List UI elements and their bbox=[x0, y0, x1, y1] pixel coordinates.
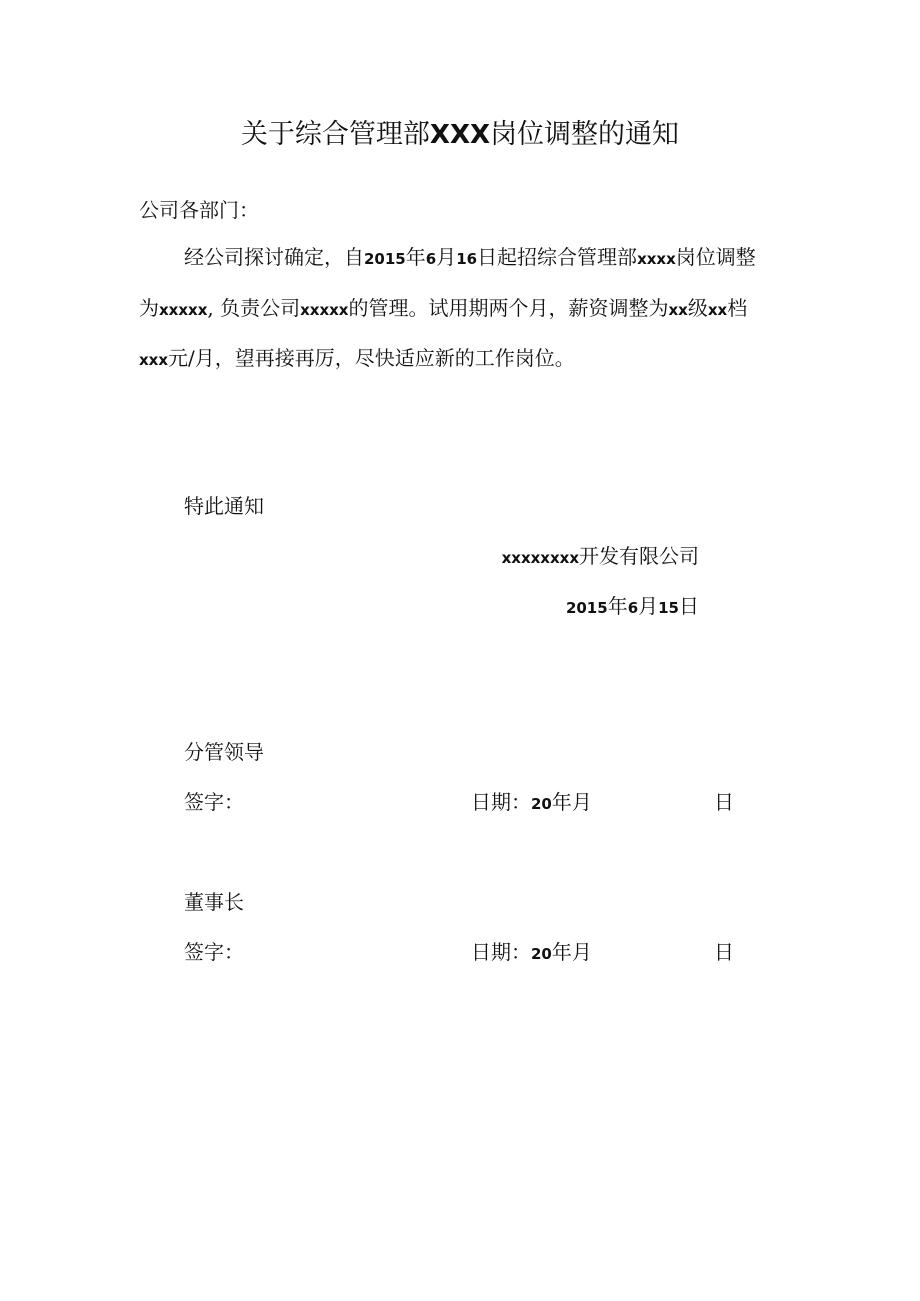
original-position: xxxx bbox=[637, 250, 676, 268]
managed-area: xxxxx bbox=[300, 301, 349, 319]
salary-grade: xx bbox=[668, 301, 688, 319]
issue-month-label: 月 bbox=[638, 594, 659, 618]
effective-month: 6 bbox=[425, 250, 437, 268]
issue-day-label: 日 bbox=[679, 594, 699, 618]
signature-label: 签字： bbox=[184, 940, 244, 964]
effective-day: 16 bbox=[456, 250, 478, 268]
approver-role-supervisor: 分管领导 bbox=[184, 740, 264, 764]
title-prefix: 关于综合管理部 bbox=[240, 119, 430, 150]
day-label: 日 bbox=[714, 940, 734, 964]
issuer-company bbox=[502, 542, 699, 572]
signature-label: 签字： bbox=[184, 790, 244, 814]
document-title bbox=[0, 117, 920, 153]
body-line-1 bbox=[184, 243, 756, 273]
body-line-3 bbox=[139, 344, 575, 374]
effective-year: 2015 bbox=[364, 250, 406, 268]
issue-day: 15 bbox=[658, 599, 679, 617]
salary-amount: xxx bbox=[139, 351, 169, 369]
salary-level: xx bbox=[707, 301, 728, 319]
issue-year: 2015 bbox=[565, 599, 608, 617]
year-month-label: 年月 bbox=[551, 790, 592, 814]
closing-text: 特此通知 bbox=[184, 494, 264, 518]
day-label: 日 bbox=[714, 790, 734, 814]
year-prefix: 20 bbox=[531, 945, 552, 963]
body-text: 档 bbox=[727, 296, 748, 320]
issue-date bbox=[566, 592, 699, 622]
body-text: 的管理。试用期两个月，薪资调整为 bbox=[348, 296, 669, 320]
body-text: 日起招综合管理部 bbox=[477, 245, 638, 269]
approval-date-field bbox=[471, 938, 592, 968]
title-suffix: 岗位调整的通知 bbox=[490, 119, 680, 150]
approver-role-chairman: 董事长 bbox=[184, 890, 244, 914]
date-label: 日期： bbox=[471, 940, 531, 964]
title-position-code: XXX bbox=[429, 120, 491, 150]
date-label: 日期： bbox=[471, 790, 531, 814]
issue-year-label: 年 bbox=[607, 594, 628, 618]
year-prefix: 20 bbox=[531, 795, 552, 813]
body-text: 经公司探讨确定，自 bbox=[184, 245, 364, 269]
body-text: 元/月，望再接再厉，尽快适应新的工作岗位。 bbox=[168, 346, 575, 370]
company-name-code: xxxxxxxx bbox=[501, 549, 579, 567]
company-name-suffix: 开发有限公司 bbox=[579, 544, 699, 568]
salutation: 公司各部门： bbox=[139, 198, 259, 222]
body-text: 年 bbox=[405, 245, 426, 269]
body-text: , 负责公司 bbox=[207, 296, 301, 320]
body-line-2 bbox=[139, 294, 747, 324]
body-text: 月 bbox=[436, 245, 457, 269]
body-text: 岗位调整 bbox=[675, 245, 756, 269]
year-month-label: 年月 bbox=[551, 940, 592, 964]
approval-date-field bbox=[471, 788, 592, 818]
issue-month: 6 bbox=[627, 599, 639, 617]
body-text: 为 bbox=[139, 296, 159, 320]
new-position: xxxxx bbox=[159, 301, 208, 319]
body-text: 级 bbox=[687, 296, 708, 320]
